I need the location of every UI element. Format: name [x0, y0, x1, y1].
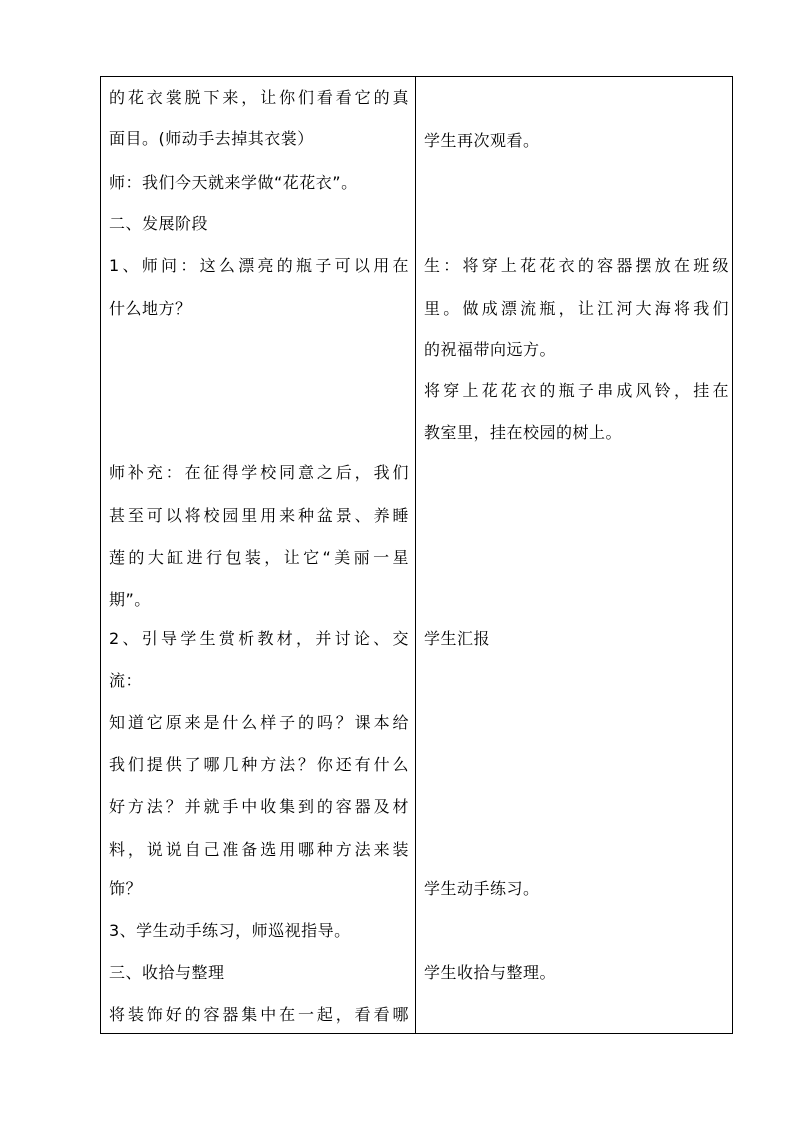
left-line: 甚至可以将校园里用来种盆景、养睡: [109, 506, 409, 525]
left-line: 期”。: [109, 590, 151, 609]
right-line: 生：将穿上花花衣的容器摆放在班级: [424, 256, 729, 275]
left-line: 2、引导学生赏析教材，并讨论、交: [109, 629, 409, 648]
left-line: 莲的大缸进行包装，让它“美丽一星: [109, 548, 409, 567]
left-line: 师补充：在征得学校同意之后，我们: [109, 463, 409, 482]
left-line: 流：: [109, 671, 143, 690]
left-line: 三、收拾与整理: [109, 963, 225, 982]
left-line: 我们提供了哪几种方法？你还有什么: [109, 755, 409, 774]
left-line: 将装饰好的容器集中在一起，看看哪: [109, 1005, 409, 1024]
right-line: 的祝福带向远方。: [424, 340, 557, 359]
right-line: 学生再次观看。: [424, 131, 540, 150]
left-line: 面目。(师动手去掉其衣裳）: [109, 129, 314, 148]
left-line: 师：我们今天就来学做“花花衣”。: [109, 173, 358, 192]
lesson-table: [100, 76, 733, 1034]
right-line: 学生收拾与整理。: [424, 963, 557, 982]
right-line: 将穿上花花衣的瓶子串成风铃，挂在: [424, 381, 729, 400]
left-line: 什么地方？: [109, 299, 192, 318]
right-line: 学生动手练习。: [424, 879, 540, 898]
left-line: 知道它原来是什么样子的吗？课本给: [109, 713, 409, 732]
left-line: 料，说说自己准备选用哪种方法来装: [109, 840, 409, 859]
left-line: 1、师问：这么漂亮的瓶子可以用在: [109, 256, 409, 275]
column-divider: [415, 77, 416, 1033]
right-line: 学生汇报: [424, 629, 491, 648]
left-line: 好方法？并就手中收集到的容器及材: [109, 797, 409, 816]
right-line: 里。做成漂流瓶，让江河大海将我们: [424, 299, 729, 318]
left-line: 饰？: [109, 879, 143, 898]
left-line: 3、学生动手练习，师巡视指导。: [109, 921, 351, 940]
left-line: 的花衣裳脱下来，让你们看看它的真: [109, 88, 409, 107]
left-line: 二、发展阶段: [109, 214, 209, 233]
right-line: 教室里，挂在校园的树上。: [424, 423, 623, 442]
